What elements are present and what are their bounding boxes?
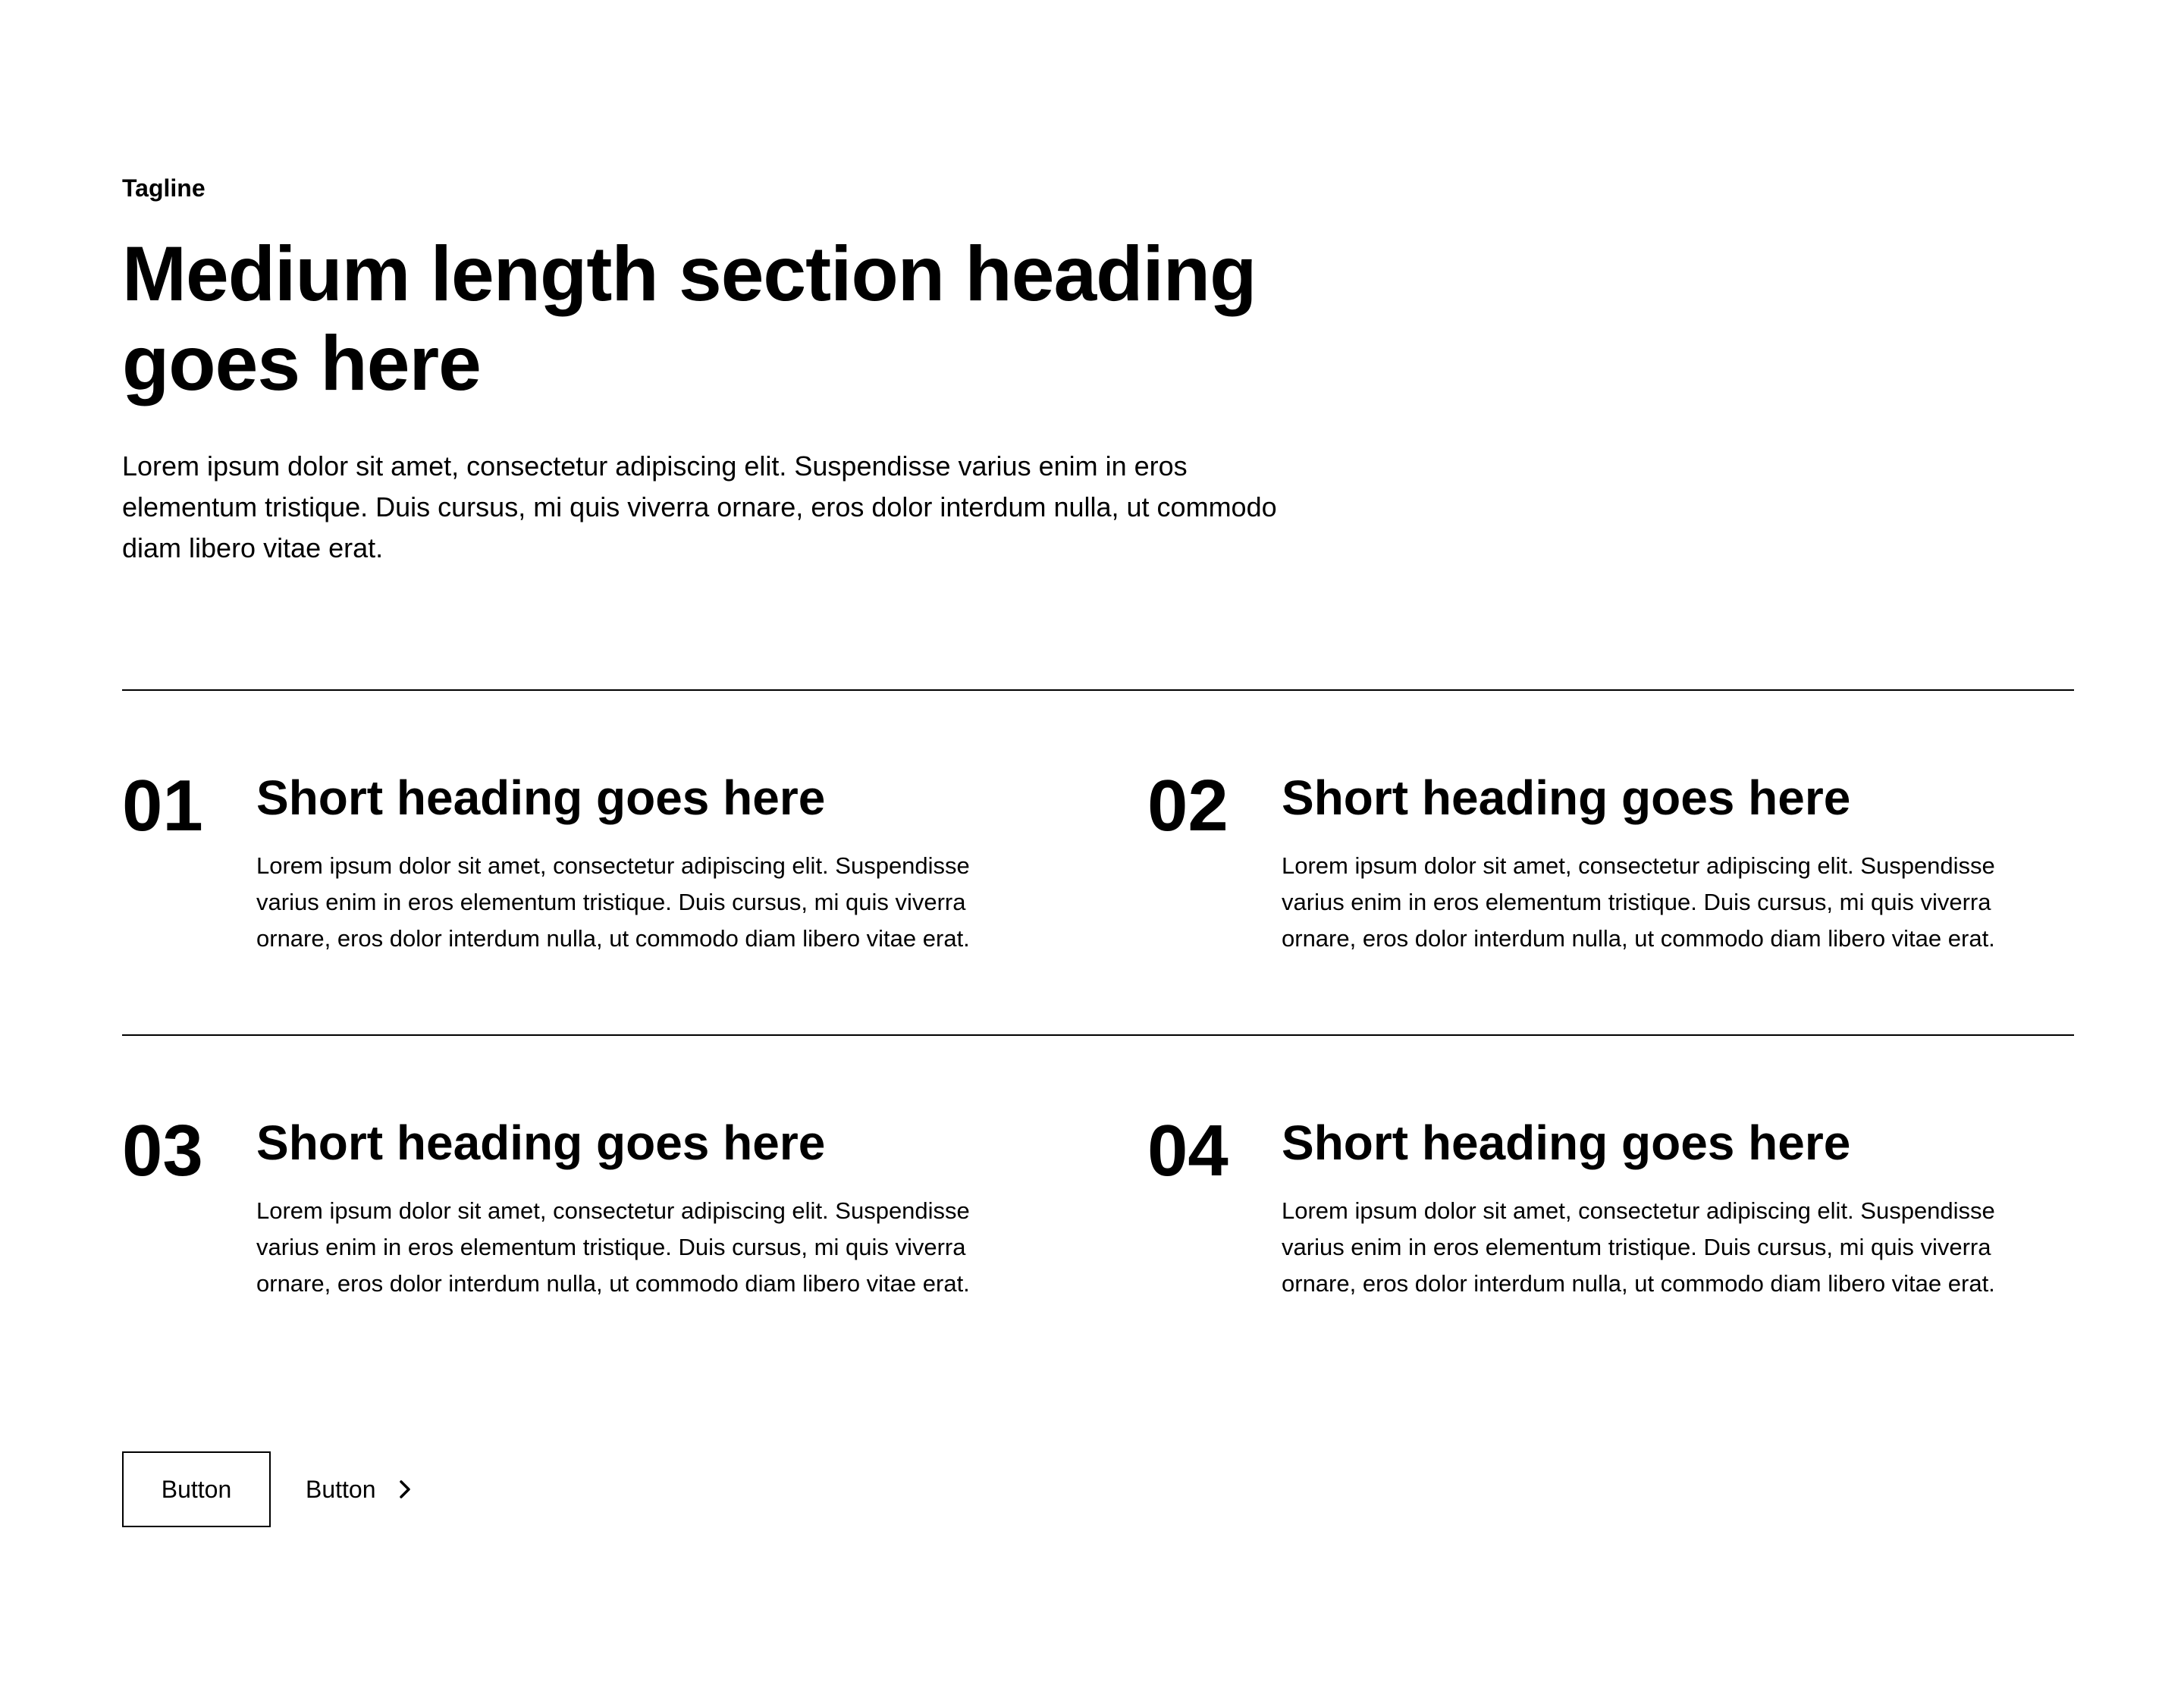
tagline: Tagline (122, 174, 206, 202)
feature-item-02 (1147, 761, 2027, 1004)
feature-number: 03 (122, 1110, 203, 1191)
feature-description: Lorem ipsum dolor sit amet, consectetur adipiscing elit. Suspendisse varius enim in eros elementum tristique. Duis cursus, mi quis viverra ornare, eros dolor interdum nulla, ut commodo diam libero vitae erat. (1282, 852, 1995, 952)
feature-number: 04 (1147, 1110, 1228, 1191)
divider-middle (122, 1034, 2074, 1036)
intro-text: Lorem ipsum dolor sit amet, consectetur adipiscing elit. Suspendisse varius enim in eros elementum tristique. Duis cursus, mi quis viverra ornare, eros dolor interdum nulla, ut commodo diam libero vitae erat. (122, 450, 1277, 563)
feature-description: Lorem ipsum dolor sit amet, consectetur adipiscing elit. Suspendisse varius enim in eros elementum tristique. Duis cursus, mi quis viverra ornare, eros dolor interdum nulla, ut commodo diam libero vitae erat. (256, 852, 970, 952)
feature-heading: Short heading goes here (1282, 770, 1851, 825)
feature-heading: Short heading goes here (256, 1115, 826, 1170)
feature-number: 02 (1147, 765, 1228, 846)
actions-row (122, 1451, 416, 1527)
chevron-right-icon (394, 1479, 416, 1500)
feature-heading: Short heading goes here (1282, 1115, 1851, 1170)
feature-description: Lorem ipsum dolor sit amet, consectetur adipiscing elit. Suspendisse varius enim in eros elementum tristique. Duis cursus, mi quis viverra ornare, eros dolor interdum nulla, ut commodo diam libero vitae erat. (256, 1197, 970, 1297)
feature-heading: Short heading goes here (256, 770, 826, 825)
primary-button[interactable]: Button (122, 1451, 271, 1527)
feature-description: Lorem ipsum dolor sit amet, consectetur adipiscing elit. Suspendisse varius enim in eros elementum tristique. Duis cursus, mi quis viverra ornare, eros dolor interdum nulla, ut commodo diam libero vitae erat. (1282, 1197, 1995, 1297)
feature-item-01 (122, 761, 1002, 1004)
features-section (122, 0, 2074, 1688)
divider-top (122, 689, 2074, 691)
secondary-link-button[interactable] (306, 1476, 416, 1504)
feature-item-04 (1147, 1106, 2027, 1349)
feature-item-03 (122, 1106, 1002, 1349)
secondary-button-label: Button (306, 1475, 376, 1503)
section-heading: Medium length section heading goes here (122, 231, 1257, 406)
feature-number: 01 (122, 765, 203, 846)
